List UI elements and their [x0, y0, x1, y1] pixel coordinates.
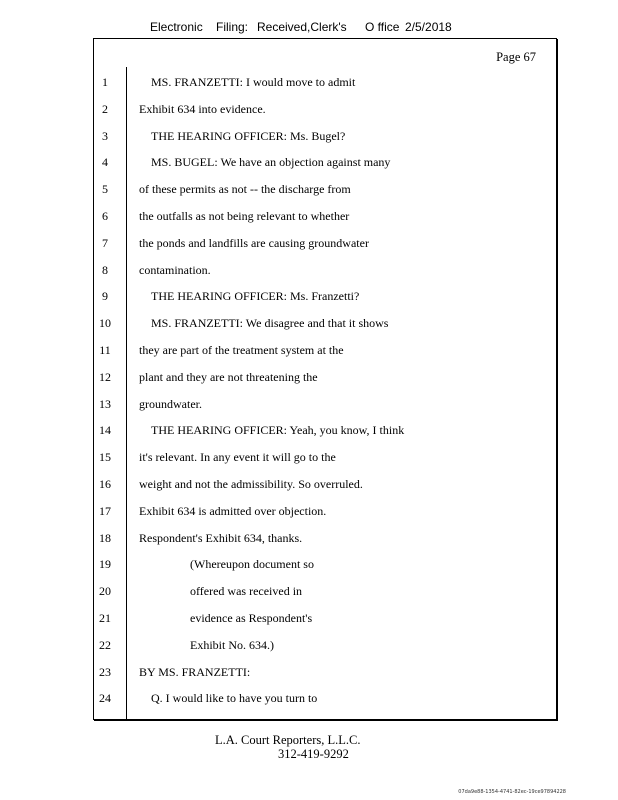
line-text: THE HEARING OFFICER: Ms. Franzetti? — [151, 289, 360, 304]
line-number: 17 — [99, 503, 111, 518]
transcript-line — [94, 257, 556, 284]
line-number: 13 — [99, 396, 111, 411]
transcript-line — [94, 632, 556, 659]
reporter-company: L.A. Court Reporters, L.L.C. — [215, 733, 361, 747]
line-text: MS. FRANZETTI: I would move to admit — [151, 75, 356, 89]
transcript-line — [94, 605, 556, 632]
transcript-lines — [94, 69, 556, 712]
transcript-line — [94, 230, 556, 257]
transcript-line — [94, 364, 556, 391]
line-number: 9 — [102, 289, 108, 304]
line-number: 11 — [99, 342, 111, 357]
filing-stamp-electronic: Electronic — [150, 20, 203, 34]
line-number: 16 — [99, 476, 111, 491]
page-number: Page 67 — [496, 50, 536, 64]
line-text: contamination. — [139, 262, 211, 277]
transcript-line — [94, 176, 556, 203]
transcript-line — [94, 123, 556, 150]
transcript-line — [94, 551, 556, 578]
line-number: 4 — [102, 155, 108, 170]
line-text: THE HEARING OFFICER: Yeah, you know, I think — [151, 423, 405, 438]
filing-stamp-date: 2/5/2018 — [405, 20, 452, 34]
line-text: weight and not the admissibility. So overruled. — [139, 476, 363, 491]
line-text: Exhibit 634 into evidence. — [139, 101, 266, 116]
transcript-line — [94, 525, 556, 552]
line-text: the outfalls as not being relevant to whether — [139, 208, 350, 223]
transcript-line — [94, 203, 556, 230]
line-text: Q. I would like to have you turn to — [151, 691, 318, 706]
line-number: 8 — [102, 262, 108, 277]
filing-stamp-office: O ffice — [365, 20, 400, 34]
line-number: 14 — [99, 423, 111, 438]
line-text: THE HEARING OFFICER: Ms. Bugel? — [151, 128, 346, 143]
line-number: 18 — [99, 530, 111, 545]
line-number: 12 — [99, 369, 111, 384]
electronic-filing-stamp — [150, 20, 452, 34]
transcript-line — [94, 444, 556, 471]
line-number: 21 — [99, 610, 111, 625]
transcript-page — [93, 38, 557, 720]
line-text: they are part of the treatment system at the — [139, 342, 344, 357]
transcript-line — [94, 578, 556, 605]
document-id: 07da9e88-1354-4741-82ec-19ce97894228 — [458, 789, 566, 795]
transcript-line — [94, 498, 556, 525]
transcript-line — [94, 337, 556, 364]
line-text: MS. FRANZETTI: We disagree and that it shows — [151, 316, 389, 331]
line-text: offered was received in — [190, 584, 303, 599]
line-number: 24 — [99, 691, 111, 706]
line-number: 15 — [99, 450, 111, 465]
line-text: of these permits as not -- the discharge from — [139, 182, 351, 197]
line-text: (Whereupon document so — [190, 557, 314, 572]
transcript-line — [94, 391, 556, 418]
line-text: the ponds and landfills are causing groundwater — [139, 235, 369, 250]
reporter-phone: 312-419-9292 — [278, 747, 349, 761]
line-number: 5 — [102, 182, 108, 197]
filing-stamp-filing: Filing: — [216, 20, 249, 34]
transcript-line — [94, 659, 556, 686]
transcript-line — [94, 471, 556, 498]
line-number: 3 — [102, 128, 108, 143]
line-text: MS. BUGEL: We have an objection against many — [151, 155, 391, 170]
transcript-line — [94, 283, 556, 310]
transcript-line — [94, 96, 556, 123]
line-text: BY MS. FRANZETTI: — [139, 664, 251, 679]
line-number: 19 — [99, 557, 111, 572]
transcript-line — [94, 417, 556, 444]
line-number: 23 — [99, 664, 111, 679]
line-number: 22 — [99, 637, 111, 652]
transcript-line — [94, 149, 556, 176]
line-number: 10 — [99, 316, 111, 331]
line-text: evidence as Respondent's — [190, 610, 313, 625]
line-text: plant and they are not threatening the — [139, 369, 318, 384]
line-text: Respondent's Exhibit 634, thanks. — [139, 530, 303, 545]
line-number: 6 — [102, 208, 108, 223]
line-text: it's relevant. In any event it will go to the — [139, 450, 336, 465]
line-number: 2 — [102, 101, 108, 116]
line-number: 1 — [102, 75, 108, 89]
transcript-line — [94, 69, 556, 96]
line-text: Exhibit No. 634.) — [190, 637, 274, 652]
transcript-line — [94, 310, 556, 337]
line-text: groundwater. — [139, 396, 202, 411]
line-number: 20 — [99, 584, 111, 599]
line-number: 7 — [102, 235, 108, 250]
line-text: Exhibit 634 is admitted over objection. — [139, 503, 327, 518]
filing-stamp-received: Received,Clerk's — [257, 20, 347, 34]
transcript-line — [94, 685, 556, 712]
